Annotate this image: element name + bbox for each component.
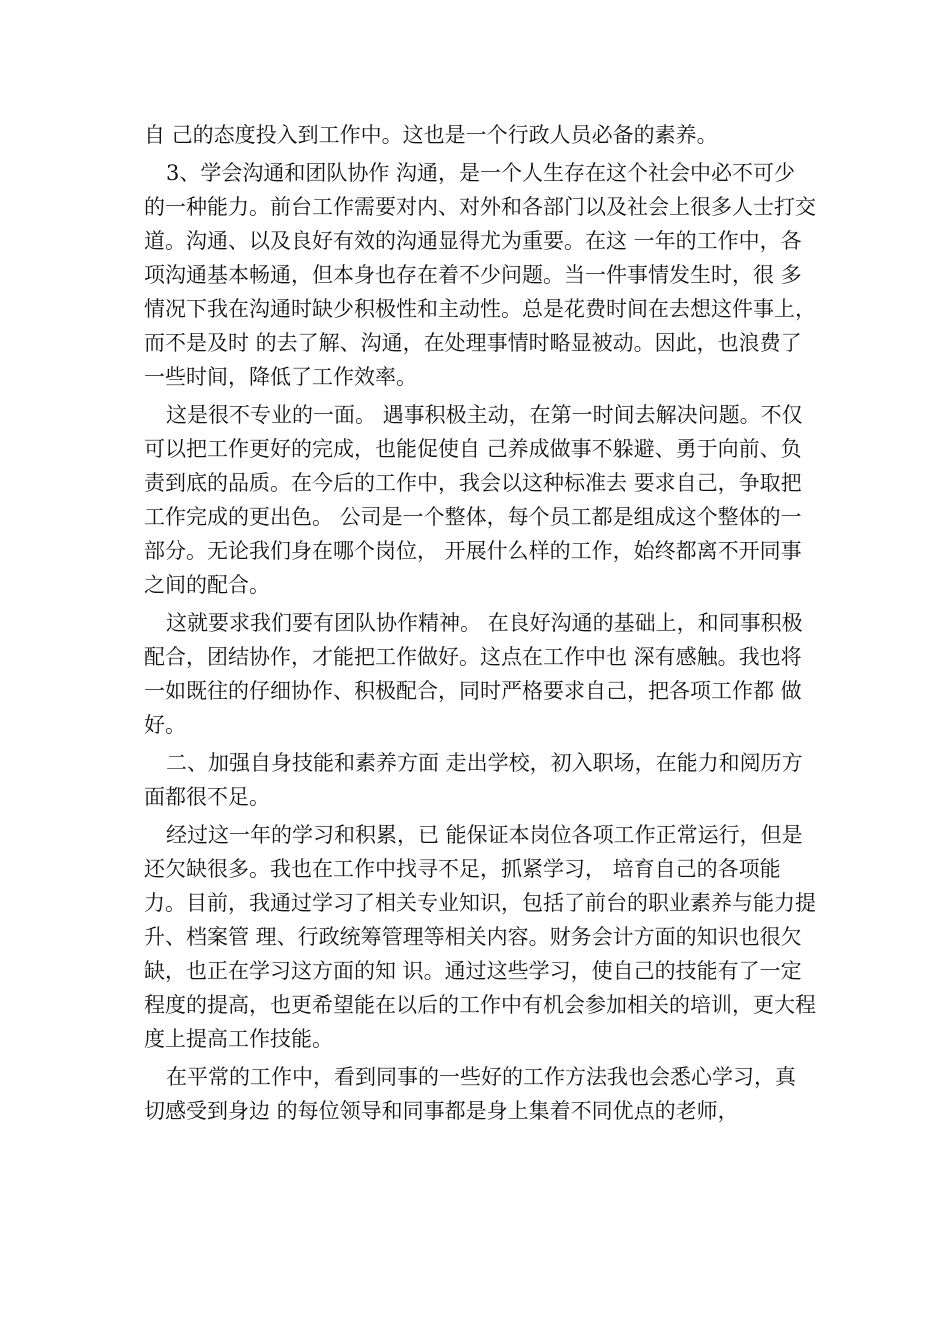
paragraph-6: 经过这一年的学习和积累，已 能保证本岗位各项工作正常运行，但是还欠缺很多。我也在工作中找寻不足，抓紧学习， 培育自己的各项能力。目前，我通过学习了相关专业知识，包括了前台的职业素养与能力提升、档案管 理、行政统筹管理等相关内容。财务会计方面的知识也很欠缺，也正在学习这方面的知 识。通过这些学习，使自己的技能有了一定程度的提高，也更希望能在以后的工作中有机会参加相关的培训，更大程度上提高工作技能。 [144, 823, 816, 1051]
paragraph-4: 这就要求我们要有团队协作精神。 在良好沟通的基础上，和同事积极配合，团结协作，才能把工作做好。这点在工作中也 深有感触。我也将一如既往的仔细协作、积极配合，同时严格要求自己，把各项工作都 做好。 [144, 611, 803, 737]
paragraph-7: 在平常的工作中，看到同事的一些好的工作方法我也会悉心学习，真切感受到身边 的每位领导和同事都是身上集着不同优点的老师， [144, 1065, 796, 1123]
paragraph-5: 二、加强自身技能和素养方面 走出学校，初入职场，在能力和阅历方面都很不足。 [144, 751, 803, 809]
document-body [144, 118, 816, 1132]
paragraph-2: 3、学会沟通和团队协作 沟通，是一个人生存在这个社会中必不可少的一种能力。前台工作需要对内、对外和各部门以及社会上很多人士打交道。沟通、以及良好有效的沟通显得尤为重要。在这 一年的工作中，各项沟通基本畅通，但本身也存在着不少问题。当一件事情发生时，很 多情况下我在沟通时缺少积极性和主动性。总是花费时间在去想这件事上，而不是及时 的去了解、沟通，在处理事情时略显被动。因此，也浪费了一些时间，降低了工作效率。 [144, 161, 816, 389]
paragraph-3: 这是很不专业的一面。 遇事积极主动，在第一时间去解决问题。不仅可以把工作更好的完成，也能促使自 己养成做事不躲避、勇于向前、负责到底的品质。在今后的工作中，我会以这种标准去 要求自己，争取把工作完成的更出色。 公司是一个整体，每个员工都是组成这个整体的一部分。无论我们身在哪个岗位， 开展什么样的工作，始终都离不开同事之间的配合。 [144, 403, 803, 597]
paragraph-1: 自 己的态度投入到工作中。这也是一个行政人员必备的素养。 [144, 123, 718, 147]
